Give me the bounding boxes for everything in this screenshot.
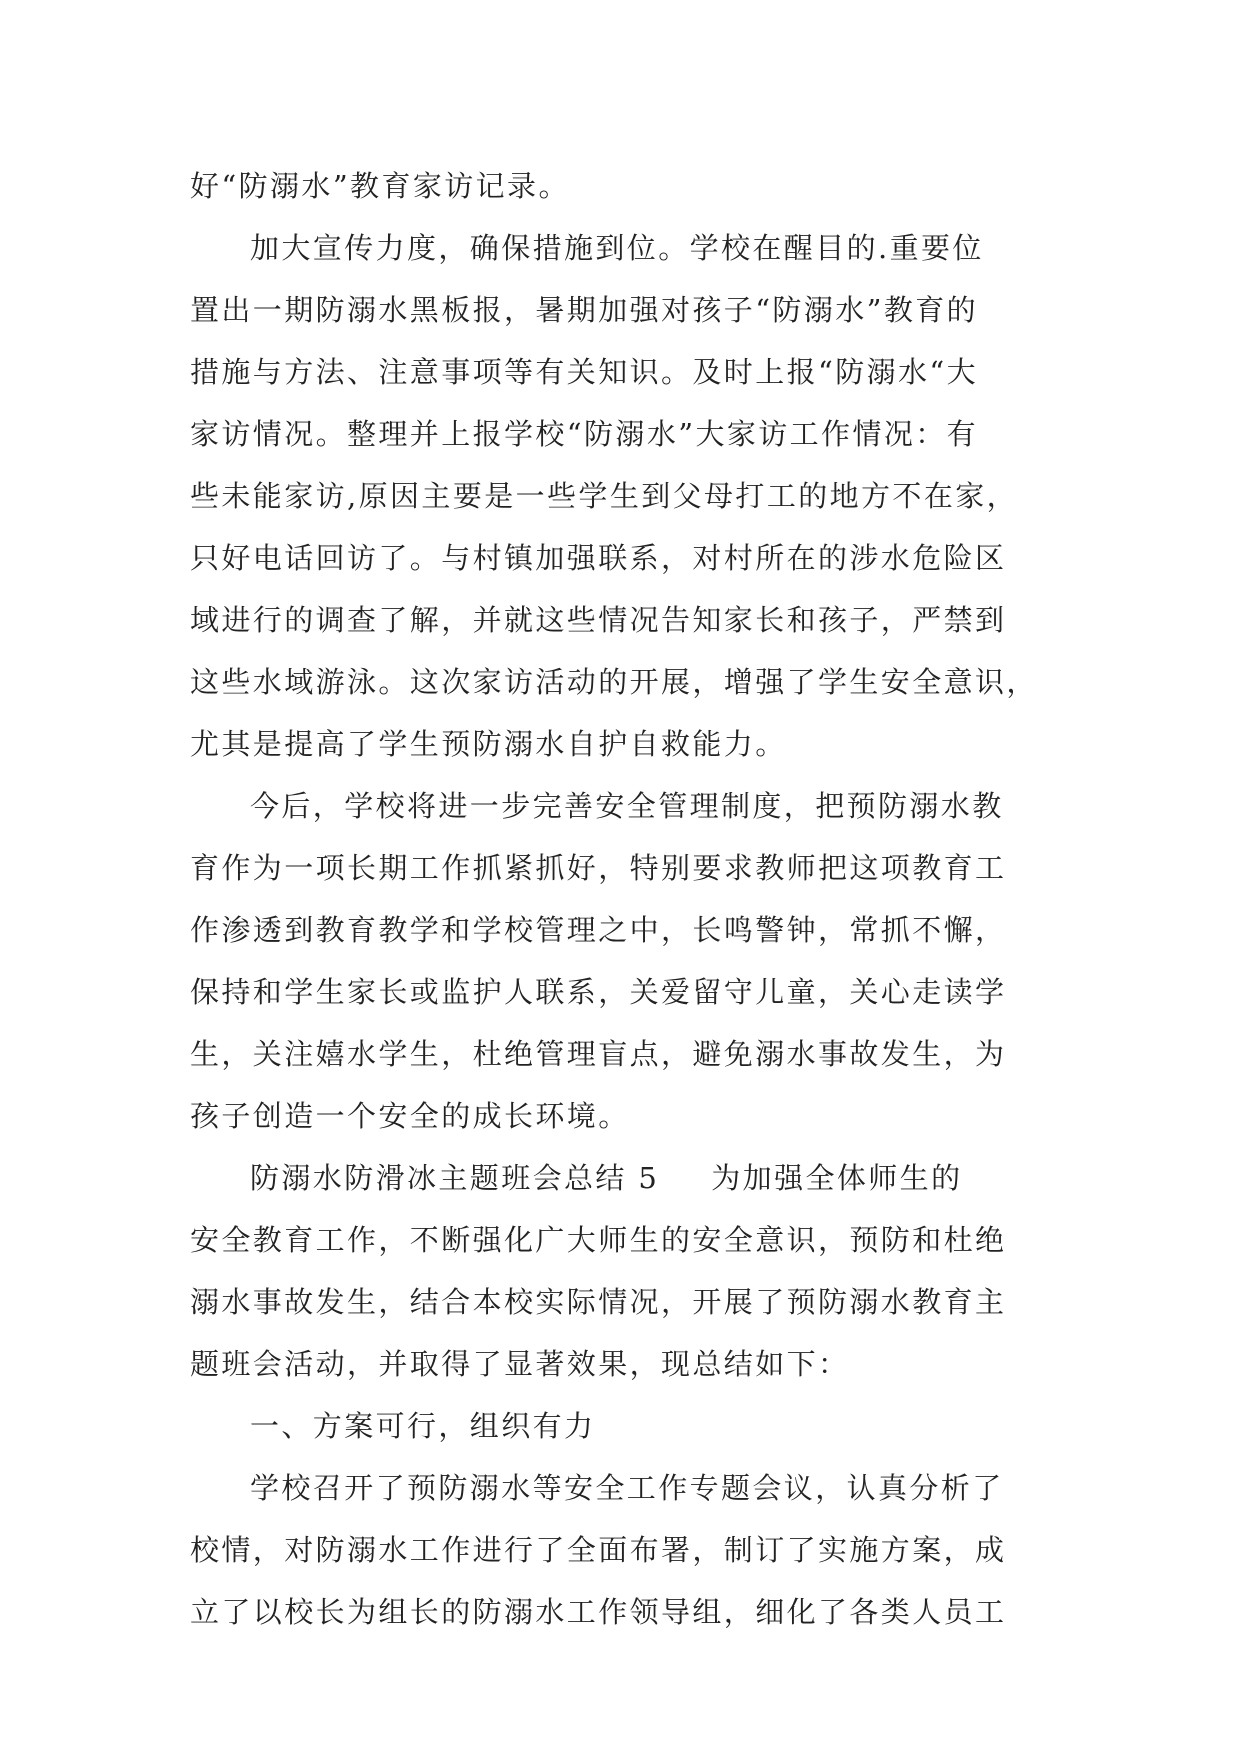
section-title: 防溺水防滑冰主题班会总结 5 bbox=[250, 1161, 660, 1195]
text-line: 家访情况。整理并上报学校“防溺水”大家访工作情况：有 bbox=[190, 417, 979, 451]
text-line: 育作为一项长期工作抓紧抓好，特别要求教师把这项教育工 bbox=[190, 851, 1007, 885]
text-line: 域进行的调查了解，并就这些情况告知家长和孩子，严禁到 bbox=[190, 603, 1007, 637]
text-line: 孩子创造一个安全的成长环境。 bbox=[190, 1099, 630, 1133]
text-line: 今后，学校将进一步完善安全管理制度，把预防溺水教 bbox=[250, 789, 1004, 823]
text-line: 置出一期防溺水黑板报，暑期加强对孩子“防溺水”教育的 bbox=[190, 293, 979, 327]
text-line: 立了以校长为组长的防溺水工作领导组，细化了各类人员工 bbox=[190, 1595, 1007, 1629]
text-line: 作渗透到教育教学和学校管理之中，长鸣警钟，常抓不懈， bbox=[190, 913, 1007, 947]
text-line: 些未能家访,原因主要是一些学生到父母打工的地方不在家， bbox=[190, 479, 1019, 513]
text-line: 这些水域游泳。这次家访活动的开展，增强了学生安全意识， bbox=[190, 665, 1038, 699]
text-line: 加大宣传力度，确保措施到位。学校在醒目的.重要位 bbox=[250, 231, 984, 265]
text-line: 学校召开了预防溺水等安全工作专题会议，认真分析了 bbox=[250, 1471, 1004, 1505]
section-heading: 一、方案可行，组织有力 bbox=[250, 1409, 596, 1443]
text-line: 溺水事故发生，结合本校实际情况，开展了预防溺水教育主 bbox=[190, 1285, 1007, 1319]
text-line: 安全教育工作，不断强化广大师生的安全意识，预防和杜绝 bbox=[190, 1223, 1007, 1257]
text-line: 尤其是提高了学生预防溺水自护自救能力。 bbox=[190, 727, 787, 761]
text-line: 措施与方法、注意事项等有关知识。及时上报“防溺水“大 bbox=[190, 355, 979, 389]
text-line: 题班会活动，并取得了显著效果，现总结如下： bbox=[190, 1347, 850, 1381]
text-line: 好“防溺水”教育家访记录。 bbox=[190, 169, 570, 203]
text-line: 生，关注嬉水学生，杜绝管理盲点，避免溺水事故发生，为 bbox=[190, 1037, 1007, 1071]
text-line: 只好电话回访了。与村镇加强联系，对村所在的涉水危险区 bbox=[190, 541, 1007, 575]
section-title-line bbox=[190, 1147, 1050, 1209]
text-line: 为加强全体师生的 bbox=[711, 1161, 963, 1195]
text-line: 校情，对防溺水工作进行了全面布署，制订了实施方案，成 bbox=[190, 1533, 1007, 1567]
text-line: 保持和学生家长或监护人联系，关爱留守儿童，关心走读学 bbox=[190, 975, 1007, 1009]
document-body bbox=[190, 155, 1050, 1643]
